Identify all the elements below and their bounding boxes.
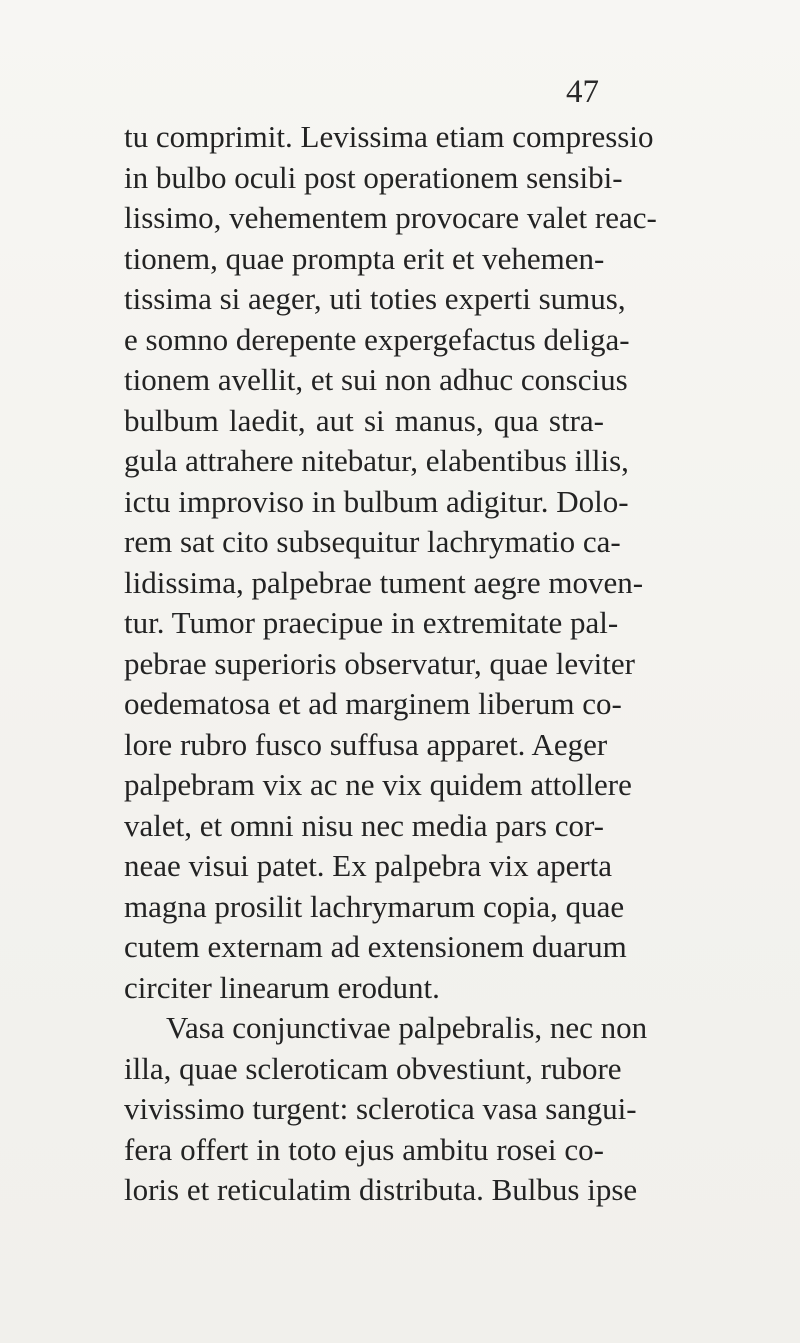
text-line: palpebram vix ac ne vix quidem attollere bbox=[124, 767, 632, 802]
text-line: lore rubro fusco suffusa apparet. Aeger bbox=[124, 726, 608, 762]
text-line: magna prosilit lachrymarum copia, quae bbox=[124, 888, 625, 924]
text-line: tu comprimit. Levissima etiam compressio bbox=[124, 119, 654, 154]
text-line: lidissima, palpebrae tument aegre moven- bbox=[124, 564, 644, 600]
text-line: cutem externam ad extensionem duarum bbox=[124, 929, 627, 964]
text-line: valet, et omni nisu nec media pars cor- bbox=[124, 807, 604, 843]
text-line: e somno derepente expergefactus deliga- bbox=[124, 321, 630, 357]
text-line: loris et reticulatim distributa. Bulbus ipse bbox=[124, 1172, 638, 1207]
text-line: oedematosa et ad marginem liberum co- bbox=[124, 686, 622, 721]
paragraph-end-line: circiter linearum erodunt. bbox=[124, 969, 440, 1005]
text-line: tionem avellit, et sui non adhuc conscius bbox=[124, 362, 628, 397]
page-number: 47 bbox=[566, 74, 599, 110]
text-line: bulbum laedit, aut si manus, qua stra- bbox=[124, 402, 604, 438]
text-line: fera offert in toto ejus ambitu rosei co- bbox=[124, 1131, 604, 1167]
text-line: vivissimo turgent: sclerotica vasa sangui- bbox=[124, 1091, 637, 1126]
text-line: rem sat cito subsequitur lachrymatio ca- bbox=[124, 524, 621, 559]
text-line: lissimo, vehementem provocare valet reac- bbox=[124, 200, 657, 235]
text-line: ictu improviso in bulbum adigitur. Dolo- bbox=[124, 483, 629, 519]
paragraph-start-line: Vasa conjunctivae palpebralis, nec non bbox=[166, 1010, 648, 1045]
text-line: illa, quae scleroticam obvestiunt, rubore bbox=[124, 1050, 622, 1086]
text-line: gula attrahere nitebatur, elabentibus illis, bbox=[124, 443, 629, 478]
text-line: pebrae superioris observatur, quae leviter bbox=[124, 645, 635, 681]
text-line: tur. Tumor praecipue in extremitate pal- bbox=[124, 605, 619, 640]
text-line: in bulbo oculi post operationem sensibi- bbox=[124, 159, 623, 195]
text-line: tionem, quae prompta erit et vehemen- bbox=[124, 240, 605, 276]
text-line: neae visui patet. Ex palpebra vix aperta bbox=[124, 848, 613, 883]
text-line: tissima si aeger, uti toties experti sumus, bbox=[124, 281, 626, 316]
body-text bbox=[124, 117, 657, 1211]
